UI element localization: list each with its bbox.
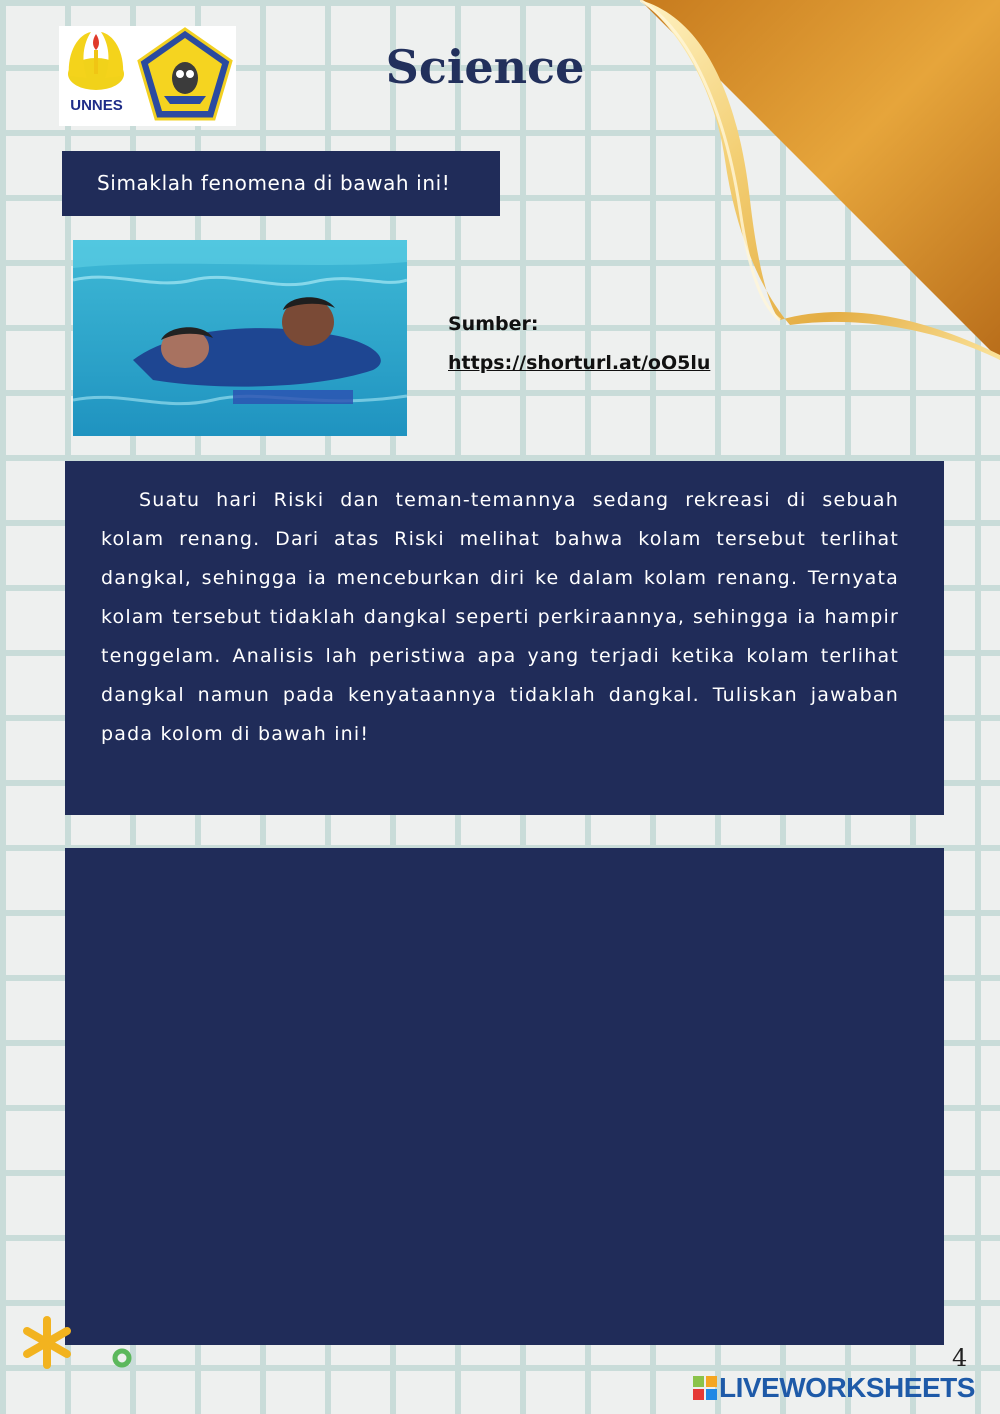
page-number: 4 <box>952 1344 968 1372</box>
brand-name: LIVEWORKSHEETS <box>719 1372 975 1403</box>
source-link[interactable]: https://shorturl.at/oO5lu <box>448 352 711 374</box>
school-emblem-icon <box>134 26 236 126</box>
answer-input[interactable] <box>65 848 944 1345</box>
story-text: Suatu hari Riski dan teman-temannya sedang rekreasi di sebuah kolam renang. Dari atas Riski melihat bahwa kolam tersebut terlihat dangkal, sehingga ia menceburkan diri ke dalam kolam renang. Ternyata kolam tersebut tidaklah dangkal seperti perkiraannya, sehingga ia hampir tenggelam. Analisis lah peristiwa apa yang terjadi ketika kolam terlihat dangkal namun pada kenyataannya tidaklah dangkal. Tuliskan jawaban pada kolom di bawah ini! <box>101 489 899 745</box>
school-logo <box>134 26 236 126</box>
pool-photo-icon <box>73 240 407 436</box>
page-curl-decoration <box>640 0 1000 360</box>
liveworksheets-brand[interactable] <box>693 1372 975 1404</box>
swimming-rescue-photo <box>73 240 407 436</box>
ring-decoration-icon <box>112 1348 132 1368</box>
logos <box>59 26 236 126</box>
unnes-logo-label: UNNES <box>70 97 123 114</box>
page-title: Science <box>385 40 585 94</box>
unnes-logo <box>59 26 134 126</box>
instruction-banner: Simaklah fenomena di bawah ini! <box>62 151 500 216</box>
source-label: Sumber: <box>448 313 539 335</box>
unnes-emblem-icon <box>59 26 134 98</box>
story-box <box>65 461 944 815</box>
asterisk-decoration-icon <box>20 1315 75 1370</box>
liveworksheets-logo-icon <box>693 1376 717 1400</box>
